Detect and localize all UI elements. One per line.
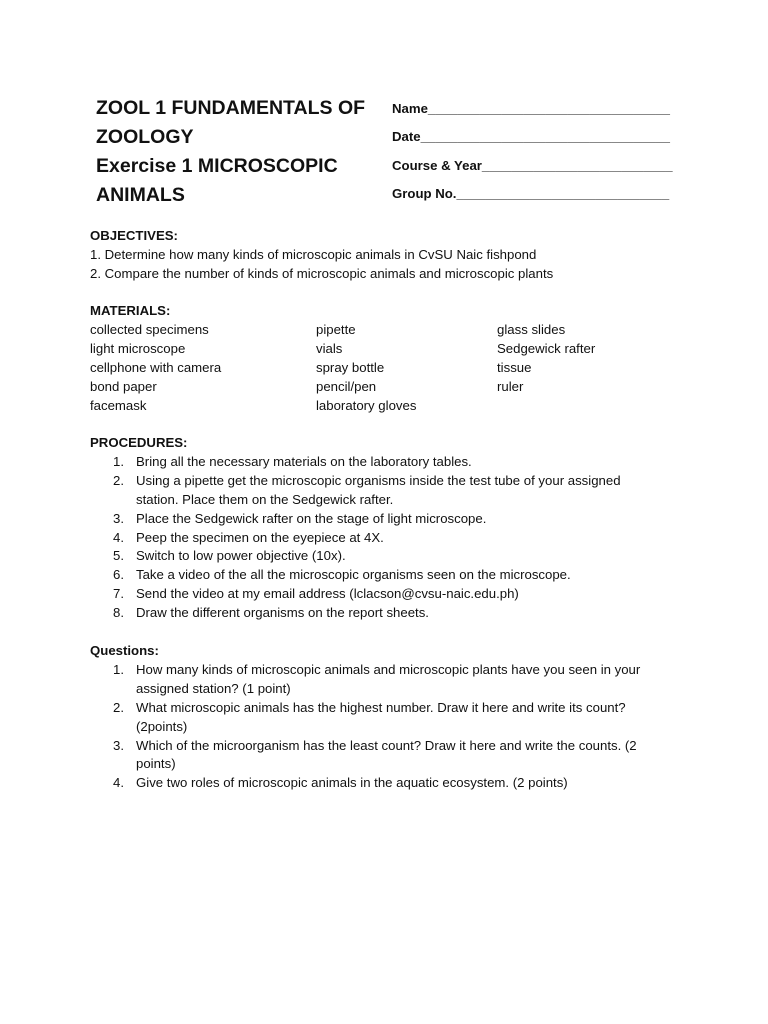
material-item: vials <box>316 340 343 356</box>
procedure-item <box>90 566 690 585</box>
materials-heading: MATERIALS: <box>90 303 171 318</box>
question-item <box>90 699 690 737</box>
procedure-item <box>90 547 690 566</box>
material-item: bond paper <box>90 378 157 394</box>
question-number: 1. <box>113 661 124 677</box>
procedure-number: 4. <box>113 529 124 545</box>
title-line-4: ANIMALS <box>96 184 185 206</box>
procedure-number: 8. <box>113 605 124 621</box>
question-item <box>90 737 690 775</box>
material-item: Sedgewick rafter <box>497 340 596 356</box>
material-item <box>497 397 677 416</box>
question-text: assigned station? (1 point) <box>136 680 291 696</box>
procedure-number: 5. <box>113 548 124 564</box>
question-text: What microscopic animals has the highest number. Draw it here and write its count? <box>136 699 626 715</box>
procedure-number: 3. <box>113 510 124 526</box>
material-item: ruler <box>497 378 524 394</box>
procedure-text: Take a video of the all the microscopic organisms seen on the microscope. <box>136 567 571 583</box>
procedure-item <box>90 453 690 472</box>
course-year-field: Course & Year__________________________ <box>392 157 673 173</box>
question-text: points) <box>136 756 176 772</box>
question-number: 3. <box>113 737 124 753</box>
procedure-text: Peep the specimen on the eyepiece at 4X. <box>136 529 384 545</box>
procedure-item <box>90 472 690 510</box>
question-item <box>90 661 690 699</box>
group-no-field: Group No._____________________________ <box>392 185 670 201</box>
procedures-list <box>90 453 690 623</box>
procedure-item <box>90 585 690 604</box>
question-text: How many kinds of microscopic animals and microscopic plants have you seen in your <box>136 661 641 677</box>
procedure-text: Place the Sedgewick rafter on the stage of light microscope. <box>136 510 487 526</box>
questions-heading: Questions: <box>90 643 159 658</box>
material-item: pencil/pen <box>316 378 377 394</box>
procedures-heading: PROCEDURES: <box>90 435 188 450</box>
name-field: Name_________________________________ <box>392 101 670 116</box>
question-number: 2. <box>113 699 124 715</box>
questions-section <box>90 642 690 793</box>
question-item <box>90 774 690 793</box>
objective-item: 2. Compare the number of kinds of microscopic animals and microscopic plants <box>90 265 554 281</box>
material-item: tissue <box>497 359 532 375</box>
procedure-text: Send the video at my email address (lclacson@cvsu-naic.edu.ph) <box>136 586 519 602</box>
exercise-title <box>96 94 376 210</box>
title-line-1: ZOOL 1 FUNDAMENTALS OF <box>96 97 366 119</box>
procedure-number: 7. <box>113 586 124 602</box>
objective-item: 1. Determine how many kinds of microscopic animals in CvSU Naic fishpond <box>90 246 537 262</box>
question-text: Which of the microorganism has the least count? Draw it here and write the counts. (2 <box>136 737 637 753</box>
material-item: light microscope <box>90 340 186 356</box>
procedure-item <box>90 604 690 623</box>
question-number: 4. <box>113 775 124 791</box>
procedures-section <box>90 434 690 623</box>
material-item: glass slides <box>497 321 566 337</box>
procedure-text: Switch to low power objective (10x). <box>136 548 346 564</box>
student-info-fields <box>392 95 692 208</box>
material-item: facemask <box>90 397 147 413</box>
date-field: Date__________________________________ <box>392 129 670 145</box>
procedure-number: 1. <box>113 453 124 469</box>
question-text: (2points) <box>136 718 188 734</box>
procedure-text: Bring all the necessary materials on the laboratory tables. <box>136 453 472 469</box>
title-line-2: ZOOLOGY <box>96 126 194 148</box>
procedure-item <box>90 510 690 529</box>
procedure-number: 2. <box>113 472 124 488</box>
materials-list <box>90 321 690 416</box>
question-text: Give two roles of microscopic animals in the aquatic ecosystem. (2 points) <box>136 775 568 791</box>
procedure-text: station. Place them on the Sedgewick rafter. <box>136 491 394 507</box>
material-item: spray bottle <box>316 359 385 375</box>
procedure-text: Using a pipette get the microscopic organisms inside the test tube of your assigned <box>136 472 621 488</box>
questions-list <box>90 661 690 793</box>
objectives-heading: OBJECTIVES: <box>90 228 178 243</box>
material-item: pipette <box>316 321 356 337</box>
objectives-section <box>90 227 690 284</box>
procedure-text: Draw the different organisms on the report sheets. <box>136 605 429 621</box>
material-item: collected specimens <box>90 321 209 337</box>
procedure-item <box>90 529 690 548</box>
material-item: laboratory gloves <box>316 397 417 413</box>
material-item: cellphone with camera <box>90 359 222 375</box>
materials-section <box>90 302 690 415</box>
procedure-number: 6. <box>113 567 124 583</box>
title-line-3: Exercise 1 MICROSCOPIC <box>96 155 338 177</box>
